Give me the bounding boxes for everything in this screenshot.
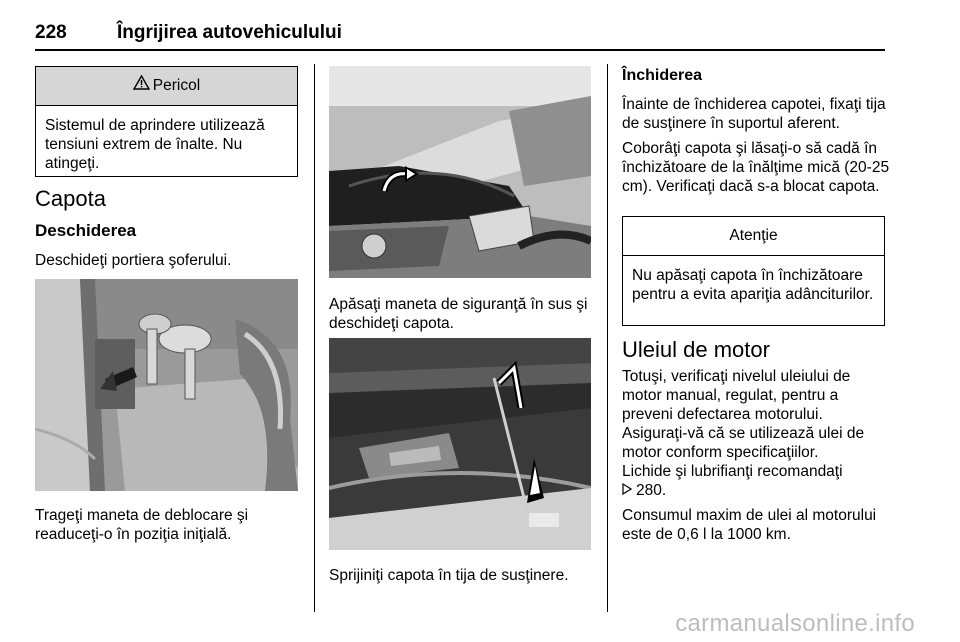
oil-page-reference[interactable] xyxy=(622,481,887,500)
closing-paragraph-2: Coborâţi capota şi lăsaţi-o să cadă în închizătoare de la înălţime mică (20-25 cm). Verificaţi dacă s-a blocat capota. xyxy=(622,140,890,195)
step-open-door: Deschideţi portiera şoferului. xyxy=(35,252,232,269)
page-reference-icon xyxy=(622,481,632,500)
step-push-lever: Apăsaţi maneta de siguranţă în sus şi deschideţi capota. xyxy=(329,296,588,332)
danger-box-title: Pericol xyxy=(152,77,201,94)
danger-box-text: Sistemul de aprindere utilizează tensiuni extrem de înalte. Nu atingeţi. xyxy=(45,117,265,172)
section-heading-oil: Uleiul de motor xyxy=(622,337,770,362)
danger-box-header xyxy=(36,67,297,106)
attention-box xyxy=(622,216,885,326)
subheading-inchiderea: Închiderea xyxy=(622,67,703,84)
step-support-hood: Sprijiniţi capota în tija de susţinere. xyxy=(329,567,569,584)
oil-paragraph-3: Consumul maxim de ulei al motorului este de 0,6 l la 1000 km. xyxy=(622,507,877,543)
oil-paragraph-2: Lichide şi lubrifianţi recomandaţi xyxy=(622,463,843,480)
attention-box-text: Nu apăsaţi capota în închizătoare pentru a evita apariţia adânciturilor. xyxy=(632,267,874,303)
warning-triangle-icon xyxy=(133,75,150,95)
oil-ref-page: 280. xyxy=(636,482,667,499)
figure-van-front-safety-catch xyxy=(329,66,591,278)
danger-box xyxy=(35,66,298,177)
column-divider xyxy=(607,64,608,612)
watermark: carmanualsonline.info xyxy=(675,610,915,637)
page-title: Îngrijirea autovehiculului xyxy=(117,22,342,43)
figure-hood-support-rod xyxy=(329,338,591,550)
attention-box-header xyxy=(623,217,884,256)
subheading-deschiderea: Deschiderea xyxy=(35,221,137,240)
step-pull-lever: Trageţi maneta de deblocare şi readuceţi-o în poziţia iniţială. xyxy=(35,507,249,543)
closing-paragraph-1: Înainte de închiderea capotei, fixaţi tija de susţinere în suportul aferent. xyxy=(622,96,886,132)
header-rule xyxy=(35,49,885,51)
section-heading-capota: Capota xyxy=(35,186,106,211)
figure-hood-release-lever xyxy=(35,279,298,491)
page-number: 228 xyxy=(35,22,67,43)
attention-box-title: Atenţie xyxy=(729,227,778,244)
column-divider xyxy=(314,64,315,612)
oil-paragraph-1: Totuşi, verificaţi nivelul uleiului de motor manual, regulat, pentru a preveni defectarea motorului. Asiguraţi-vă că se utilizează ulei de motor conform specificaţiilor. xyxy=(622,368,865,461)
